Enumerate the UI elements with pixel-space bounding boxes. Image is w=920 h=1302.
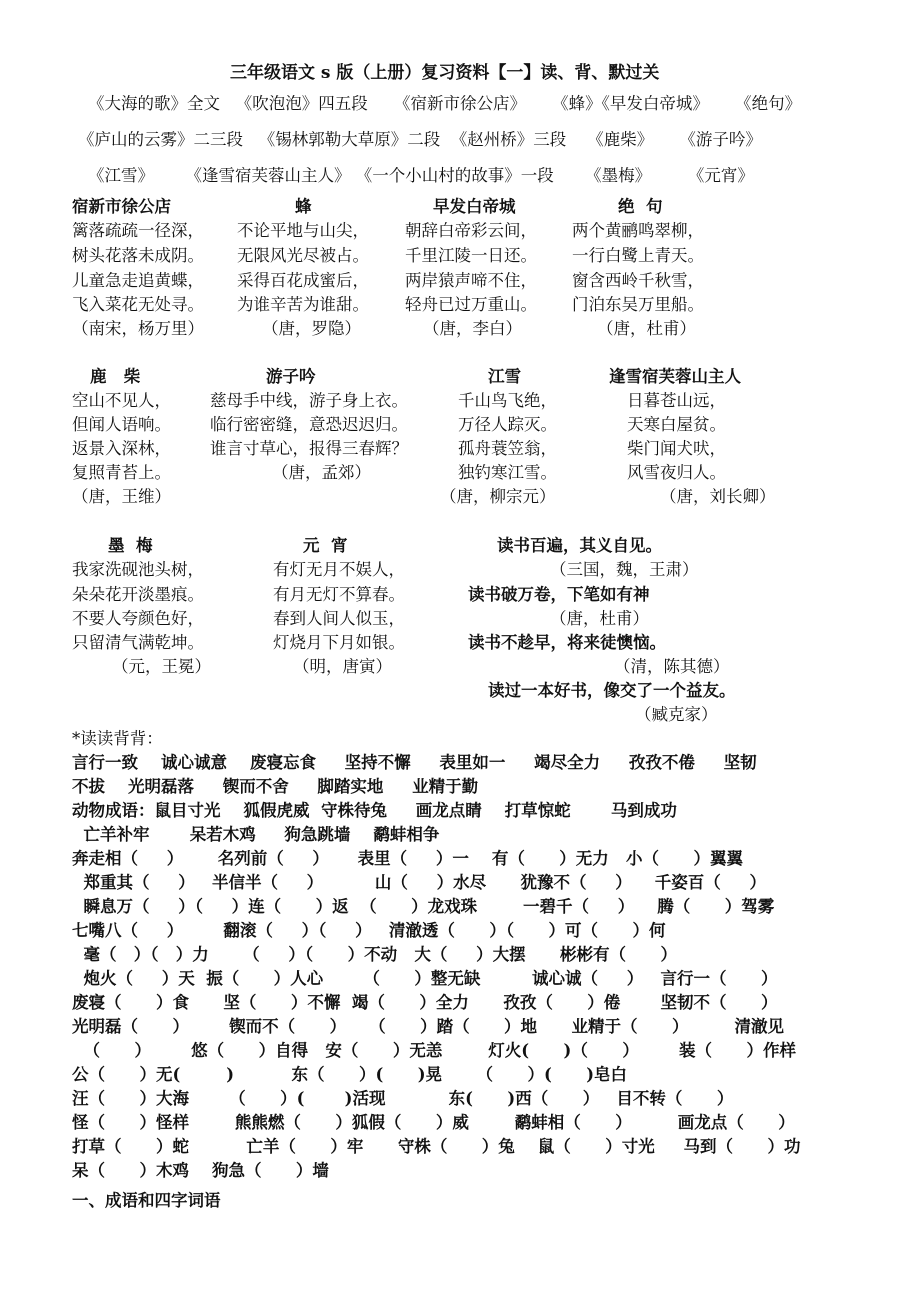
poem-line: 万径人踪灭。 — [458, 415, 557, 434]
poem-author: （唐，刘长卿） — [660, 487, 776, 506]
poem-line: 柴门闻犬吠， — [627, 439, 726, 458]
quote-author: （臧克家） — [635, 705, 718, 724]
poem-line: 天寒白屋贫。 — [627, 415, 726, 434]
poem-line: 树头花落未成阴。 — [72, 246, 204, 265]
poem-title: 元 宵 — [303, 536, 348, 555]
poem-line: 为谁辛苦为谁甜。 — [237, 295, 369, 314]
poem-line: 灯烧月下月如银。 — [273, 633, 405, 652]
quote-author: （唐，杜甫） — [550, 609, 649, 628]
poem-line: 朝辞白帝彩云间， — [405, 221, 537, 240]
poem-line: 不要人夸颜色好， — [72, 609, 204, 628]
poem-title: 逢雪宿芙蓉山主人 — [609, 367, 741, 386]
poem-line: 空山不见人， — [72, 391, 171, 410]
section-heading: 一、成语和四字词语 — [72, 1191, 221, 1210]
poem-line: 临行密密缝，意恐迟迟归。 — [210, 415, 408, 434]
poem-title: 蜂 — [295, 197, 312, 216]
poem-title: 墨 梅 — [108, 536, 153, 555]
page-title: 三年级语文 s 版（上册）复习资料【一】读、背、默过关 — [230, 63, 660, 83]
fill-line: 奔走相（ ） 名列前（ ） 表里（ ）一 有（ ）无力 小（ ）翼翼 — [72, 849, 743, 868]
poem-line: 有灯无月不娱人， — [273, 560, 405, 579]
fill-line: （ ） 悠（ ）自得 安（ ）无恙 灯火( )（ ） 装（ ）作样 — [72, 1041, 797, 1060]
fill-line: 废寝（ ）食 坚（ ）不懈 竭（ ）全力 孜孜（ ）倦 坚韧不（ ） — [72, 993, 778, 1012]
poem-line: 我家洗砚池头树， — [72, 560, 204, 579]
poem-author: （南宋，杨万里） — [72, 319, 204, 338]
fill-line: 光明磊（ ） 锲而不（ ） （ ）踏（ ）地 业精于（ ） 清澈见 — [72, 1017, 784, 1036]
quote-text: 读书不趁早，将来徒懊恼。 — [468, 633, 666, 652]
poem-line: 有月无灯不算春。 — [273, 585, 405, 604]
poem-title: 鹿 柴 — [90, 367, 141, 386]
idiom-line: 亡羊补牢 呆若木鸡 狗急跳墙 鹬蚌相争 — [72, 825, 440, 844]
poem-line: 独钓寒江雪。 — [458, 463, 557, 482]
idiom-line: 动物成语：鼠目寸光 狐假虎威 守株待兔 画龙点睛 打草惊蛇 马到成功 — [72, 801, 677, 820]
fill-line: 七嘴八（ ） 翻滚（ ）（ ） 清澈透（ ）（ ）可（ ）何 — [72, 921, 666, 940]
toc-line-3: 《江雪》 《逢雪宿芙蓉山主人》 《一个小山村的故事》一段 《墨梅》 《元宵》 — [88, 166, 754, 185]
fill-line: 公（ ）无( ) 东（ ）( )晃 （ ）( )皂白 — [72, 1065, 628, 1084]
poem-title: 江雪 — [488, 367, 521, 386]
poem-line: 千里江陵一日还。 — [405, 246, 537, 265]
poem-line: 儿童急走追黄蝶， — [72, 271, 204, 290]
fill-line: 毫（ ）（ ）力 （ ）（ ）不动 大（ ）大摆 彬彬有（ ） — [72, 945, 677, 964]
fill-line: 怪（ ）怪样 熊熊燃（ ）狐假（ ）威 鹬蚌相（ ） 画龙点（ ） — [72, 1113, 795, 1132]
quote-text: 读过一本好书，像交了一个益友。 — [488, 681, 736, 700]
poem-title: 游子吟 — [266, 367, 316, 386]
poem-line: 采得百花成蜜后， — [237, 271, 369, 290]
poem-author: （唐，孟郊） — [272, 463, 371, 482]
poem-line: 日暮苍山远， — [627, 391, 726, 410]
poem-line: 谁言寸草心，报得三春辉？ — [210, 439, 408, 458]
poem-line: 轻舟已过万重山。 — [405, 295, 537, 314]
poem-line: 但闻人语响。 — [72, 415, 171, 434]
fill-line: 呆（ ）木鸡 狗急（ ）墙 — [72, 1161, 329, 1180]
poem-line: 风雪夜归人。 — [627, 463, 726, 482]
poem-line: 朵朵花开淡墨痕。 — [72, 585, 204, 604]
poem-line: 窗含西岭千秋雪， — [572, 271, 704, 290]
poem-line: 返景入深林， — [72, 439, 171, 458]
idiom-line: 不拔 光明磊落 锲而不舍 脚踏实地 业精于勤 — [72, 777, 479, 796]
poem-line: 慈母手中线，游子身上衣。 — [210, 391, 408, 410]
fill-line: 瞬息万（ ）（ ）连（ ）返 （ ）龙戏珠 一碧千（ ） 腾（ ）驾雾 — [72, 897, 775, 916]
poem-author: （明，唐寅） — [293, 657, 392, 676]
poem-line: 千山鸟飞绝， — [458, 391, 557, 410]
poem-author: （唐，王维） — [72, 487, 171, 506]
poem-line: 复照青苔上。 — [72, 463, 171, 482]
poem-line: 篱落疏疏一径深， — [72, 221, 204, 240]
poem-author: （唐，李白） — [423, 319, 522, 338]
poem-title: 宿新市徐公店 — [72, 197, 171, 216]
poem-line: 春到人间人似玉， — [273, 609, 405, 628]
poem-title: 绝 句 — [618, 197, 663, 216]
quote-text: 读书百遍，其义自见。 — [497, 536, 662, 555]
toc-line-1: 《大海的歌》全文 《吹泡泡》四五段 《宿新市徐公店》 《蜂》《早发白帝城》 《绝句》 — [88, 94, 802, 113]
poem-line: 两岸猿声啼不住， — [405, 271, 537, 290]
poem-author: （唐，杜甫） — [597, 319, 696, 338]
fill-line: 汪（ ）大海 （ ）( )活现 东( )西（ ） 目不转（ ） — [72, 1089, 734, 1108]
idiom-line: 言行一致 诚心诚意 废寝忘食 坚持不懈 表里如一 竭尽全力 孜孜不倦 坚韧 — [72, 753, 757, 772]
poem-author: （唐，罗隐） — [262, 319, 361, 338]
quote-author: （三国，魏，王肃） — [550, 560, 699, 579]
poem-line: 一行白鹭上青天。 — [572, 246, 704, 265]
poem-line: 门泊东吴万里船。 — [572, 295, 704, 314]
poem-line: 两个黄鹂鸣翠柳， — [572, 221, 704, 240]
quote-text: 读书破万卷，下笔如有神 — [468, 585, 650, 604]
poem-line: 飞入菜花无处寻。 — [72, 295, 204, 314]
fill-line: 炮火（ ）天 振（ ）人心 （ ）整无缺 诚心诚（ ） 言行一（ ） — [72, 969, 778, 988]
recite-label: *读读背背： — [72, 729, 163, 748]
toc-line-2: 《庐山的云雾》二三段 《锡林郭勒大草原》二段 《赵州桥》三段 《鹿柴》 《游子吟》 — [78, 130, 762, 149]
poem-line: 孤舟蓑笠翁， — [458, 439, 557, 458]
poem-author: （唐，柳宗元） — [440, 487, 556, 506]
poem-line: 只留清气满乾坤。 — [72, 633, 204, 652]
poem-author: （元，王冕） — [112, 657, 211, 676]
quote-author: （清，陈其德） — [614, 657, 730, 676]
fill-line: 郑重其（ ） 半信半（ ） 山（ ）水尽 犹豫不（ ） 千姿百（ ） — [72, 873, 766, 892]
poem-line: 不论平地与山尖， — [237, 221, 369, 240]
poem-title: 早发白帝城 — [433, 197, 516, 216]
poem-line: 无限风光尽被占。 — [237, 246, 369, 265]
fill-line: 打草（ ）蛇 亡羊（ ）牢 守株（ ）兔 鼠（ ）寸光 马到（ ）功 — [72, 1137, 801, 1156]
